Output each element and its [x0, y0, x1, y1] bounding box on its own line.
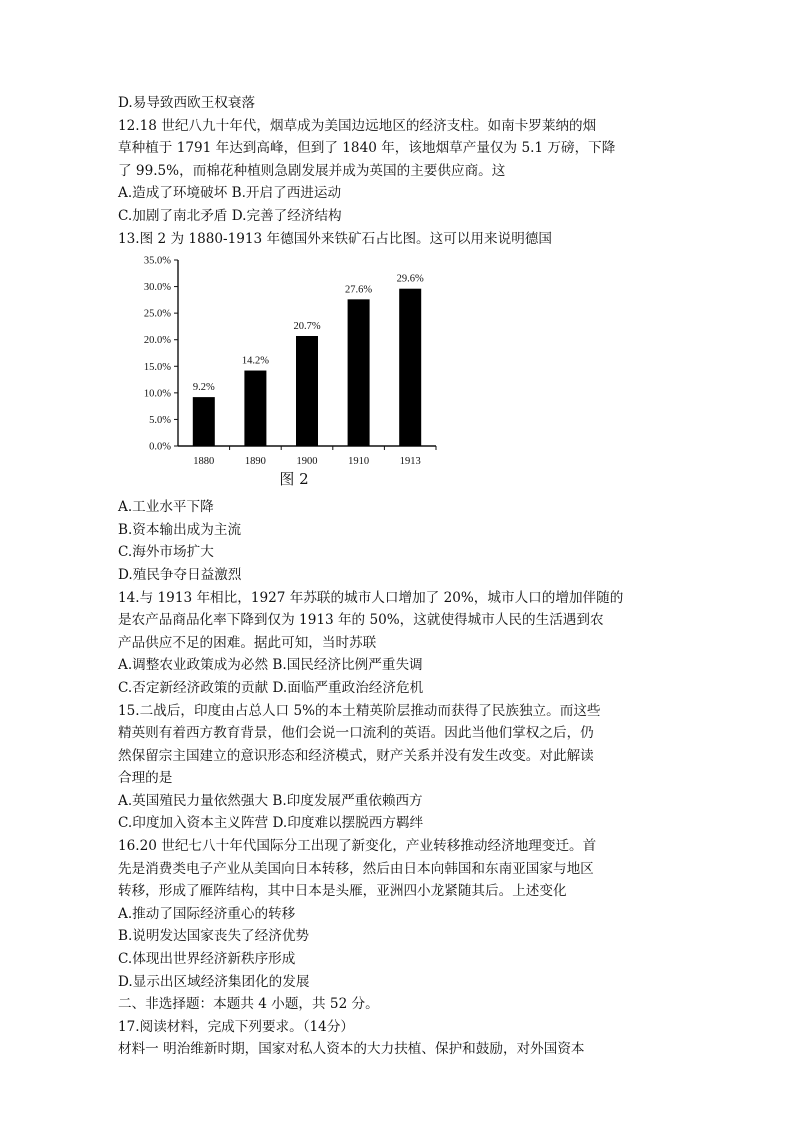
bar-value-label: 14.2% [241, 355, 269, 367]
bar-value-label: 29.6% [396, 273, 424, 285]
text-line: 转移，形成了雁阵结构，其中日本是头雁，亚洲四小龙紧随其后。上述变化 [118, 883, 567, 900]
bar-value-label: 27.6% [345, 284, 373, 296]
text-line: B.资本输出成为主流 [118, 521, 242, 538]
x-tick-label: 1880 [193, 456, 215, 468]
text-line: A.工业水平下降 [118, 499, 214, 516]
text-line: C.体现出世界经济新秩序形成 [118, 951, 296, 968]
y-tick-label: 0.0% [149, 441, 171, 453]
bar-value-label: 20.7% [293, 321, 321, 333]
text-line: 14.与 1913 年相比，1927 年苏联的城市人口增加了 20%，城市人口的增加伴随的 [118, 589, 624, 606]
bar-value-label: 9.2% [192, 382, 215, 394]
text-line: C.加剧了南北矛盾 D.完善了经济结构 [118, 207, 342, 224]
y-tick-label: 5.0% [149, 415, 171, 427]
text-block-top [118, 92, 678, 250]
y-tick-label: 35.0% [143, 255, 171, 267]
text-line: D.殖民争夺日益激烈 [118, 566, 242, 583]
y-tick-label: 30.0% [143, 282, 171, 294]
y-tick-label: 20.0% [143, 335, 171, 347]
text-line: D.易导致西欧王权衰落 [118, 95, 256, 111]
bar [296, 336, 318, 446]
text-line: 先是消费类电子产业从美国向日本转移，然后由日本向韩国和东南亚国家与地区 [118, 860, 594, 877]
text-line: 二、非选择题：本题共 4 小题，共 52 分。 [118, 996, 379, 1013]
text-line: B.说明发达国家丧失了经济优势 [118, 928, 310, 945]
text-line: D.显示出区域经济集团化的发展 [118, 973, 310, 990]
bar-chart-figure-2 [118, 254, 448, 492]
bar [399, 289, 421, 446]
text-line: 合理的是 [118, 770, 173, 787]
text-line: 草种植于 1791 年达到高峰，但到了 1840 年，该地烟草产量仅为 5.1 万磅，下降 [118, 140, 616, 157]
x-tick-label: 1900 [296, 456, 318, 468]
bar [193, 397, 215, 446]
text-line: 13.图 2 为 1880-1913 年德国外来铁矿石占比图。这可以用来说明德国 [118, 230, 552, 247]
text-line: 15.二战后，印度由占总人口 5%的本土精英阶层推动而获得了民族独立。而这些 [118, 702, 601, 719]
text-line: C.印度加入资本主义阵营 D.印度难以摆脱西方羁绊 [118, 815, 424, 832]
text-block-bottom [118, 496, 678, 1061]
text-line: A.推动了国际经济重心的转移 [118, 905, 296, 922]
text-line: 然保留宗主国建立的意识形态和经济模式，财产关系并没有发生改变。对此解读 [118, 747, 594, 764]
x-tick-label: 1913 [399, 456, 421, 468]
text-line: 产品供应不足的困难。据此可知，当时苏联 [118, 634, 377, 651]
text-line: 精英则有着西方教育背景，他们会说一口流利的英语。因此当他们掌权之后，仍 [118, 725, 594, 742]
text-line: 12.18 世纪八九十年代，烟草成为美国边远地区的经济支柱。如南卡罗莱纳的烟 [118, 117, 597, 134]
y-tick-label: 25.0% [143, 308, 171, 320]
text-line: C.海外市场扩大 [118, 544, 214, 561]
text-line: 了 99.5%，而棉花种植则急剧发展并成为英国的主要供应商。这 [118, 162, 506, 179]
text-line: A.英国殖民力量依然强大 B.印度发展严重依赖西方 [118, 792, 423, 809]
y-tick-label: 10.0% [143, 388, 171, 400]
text-line: 16.20 世纪七八十年代国际分工出现了新变化，产业转移推动经济地理变迁。首 [118, 838, 597, 855]
bar [244, 371, 266, 446]
text-line: A.造成了环境破坏 B.开启了西进运动 [118, 185, 342, 202]
text-line: A.调整农业政策成为必然 B.国民经济比例严重失调 [118, 657, 423, 674]
figure-caption: 图 2 [279, 470, 309, 489]
y-tick-label: 15.0% [143, 361, 171, 373]
x-tick-label: 1910 [348, 456, 370, 468]
chart-svg [118, 254, 448, 492]
text-line: 17.阅读材料，完成下列要求。（14分） [118, 1018, 355, 1035]
x-tick-label: 1890 [244, 456, 266, 468]
bar [348, 299, 370, 446]
text-line: 是农产品商品化率下降到仅为 1913 年的 50%，这就使得城市人民的生活遇到农 [118, 612, 604, 629]
document-page [118, 92, 678, 1061]
text-line: 材料一 明治维新时期，国家对私人资本的大力扶植、保护和鼓励，对外国资本 [118, 1041, 585, 1058]
text-line: C.否定新经济政策的贡献 D.面临严重政治经济危机 [118, 679, 424, 696]
